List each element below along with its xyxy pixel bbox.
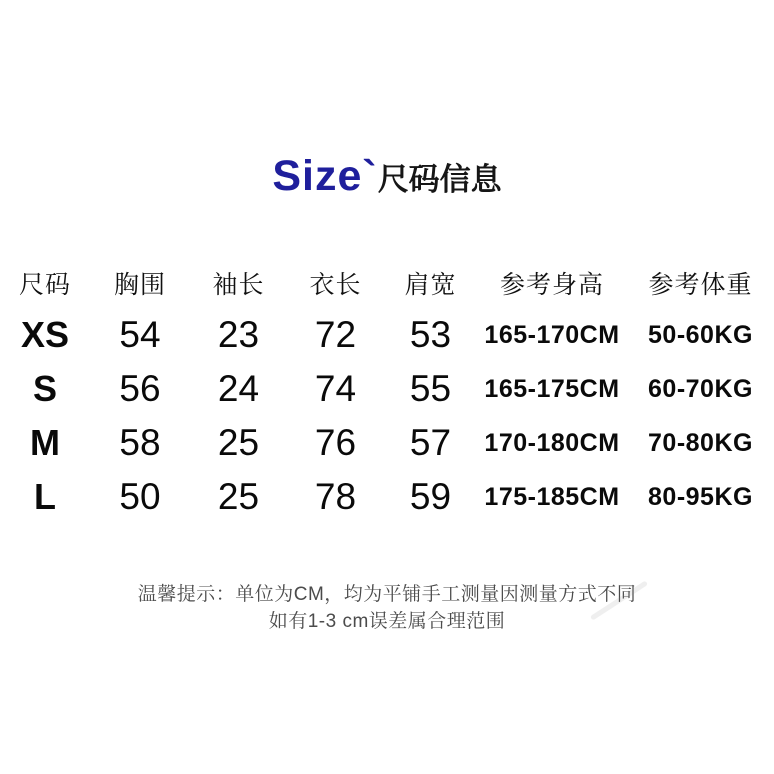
- cell-m-shoulder: 57: [409, 422, 452, 463]
- cell-l-chest: 50: [119, 476, 161, 517]
- cell-l-sleeve: 25: [217, 476, 260, 517]
- column-header-sleeve: 袖长: [212, 271, 265, 299]
- column-header-height: 参考身高: [499, 271, 604, 299]
- page-title: [0, 0, 774, 214]
- size-table: [0, 258, 774, 524]
- cell-m-sleeve: 25: [217, 422, 260, 463]
- cell-l-height: 175-185CM: [484, 482, 620, 511]
- cell-xs-chest: 54: [119, 314, 161, 355]
- column-header-shoulder: 肩宽: [404, 271, 457, 299]
- cell-s-length: 74: [314, 368, 357, 409]
- cell-xs-shoulder: 53: [409, 314, 452, 355]
- cell-l-length: 78: [314, 476, 357, 517]
- disclaimer-line-2: 如有1-3 cm误差属合理范围: [268, 611, 506, 632]
- cell-l-shoulder: 59: [409, 476, 452, 517]
- cell-m-length: 76: [314, 422, 357, 463]
- disclaimer-line-1: 温馨提示：单位为CM，均为平铺手工测量因测量方式不同: [137, 584, 637, 605]
- cell-l-weight: 80-95KG: [648, 482, 753, 511]
- cell-l-size: L: [34, 476, 56, 517]
- title-cn-text: 尺码信息: [377, 162, 502, 197]
- cell-m-weight: 70-80KG: [648, 428, 753, 457]
- cell-m-chest: 58: [119, 422, 161, 463]
- cell-xs-size: XS: [20, 314, 70, 355]
- cell-xs-weight: 50-60KG: [648, 320, 753, 349]
- cell-s-weight: 60-70KG: [648, 374, 753, 403]
- cell-m-height: 170-180CM: [484, 428, 620, 457]
- cell-s-height: 165-175CM: [484, 374, 620, 403]
- title-brand-text: Size`: [272, 152, 378, 200]
- column-header-length: 衣长: [309, 271, 362, 299]
- cell-s-chest: 56: [119, 368, 161, 409]
- cell-s-sleeve: 24: [217, 368, 260, 409]
- column-header-weight: 参考体重: [648, 271, 753, 299]
- cell-s-size: S: [32, 368, 57, 409]
- measurement-disclaimer: [0, 581, 774, 635]
- column-header-size: 尺码: [18, 271, 71, 299]
- column-header-chest: 胸围: [113, 271, 166, 299]
- cell-xs-sleeve: 23: [217, 314, 260, 355]
- cell-m-size: M: [30, 422, 60, 463]
- cell-s-shoulder: 55: [409, 368, 452, 409]
- cell-xs-height: 165-170CM: [484, 320, 620, 349]
- cell-xs-length: 72: [314, 314, 357, 355]
